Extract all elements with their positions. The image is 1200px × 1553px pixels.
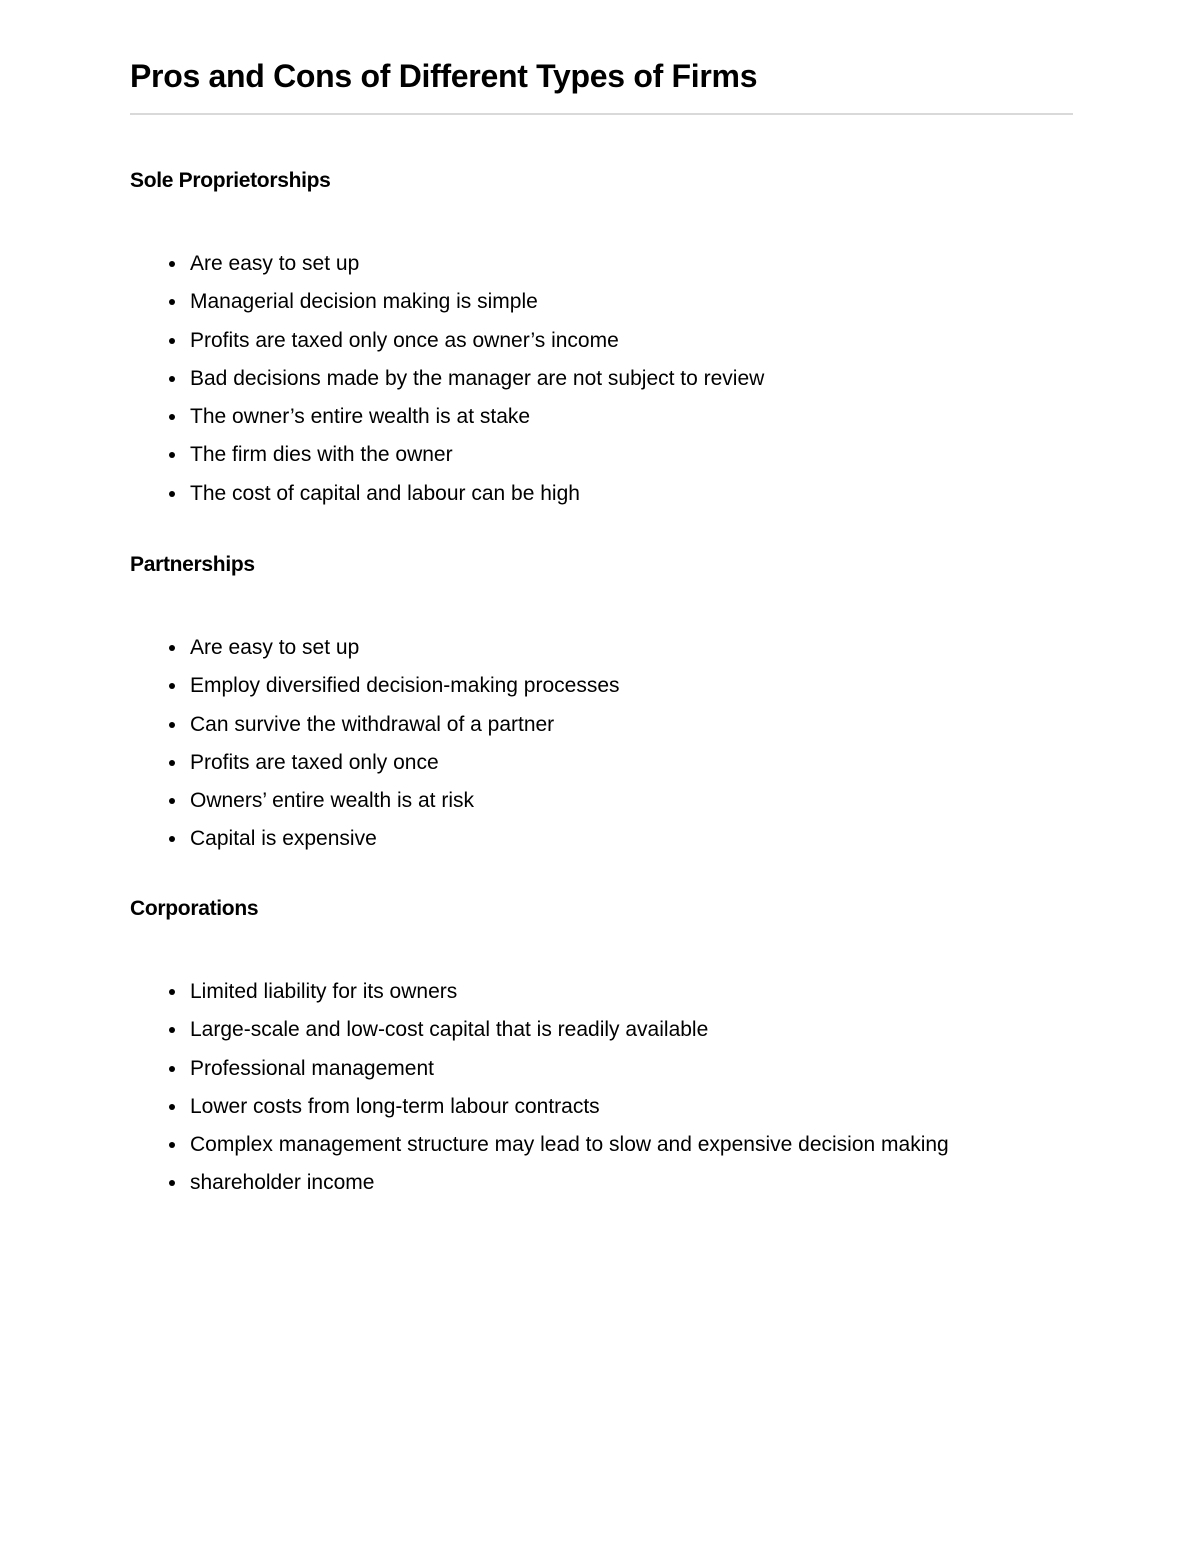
list-item: Lower costs from long-term labour contracts (130, 1088, 1073, 1126)
list-item: Profits are taxed only once as owner’s income (130, 322, 1073, 360)
list-item: Managerial decision making is simple (130, 283, 1073, 321)
section-partnerships (130, 551, 1073, 859)
bullet-list (130, 973, 1073, 1203)
list-item: The cost of capital and labour can be high (130, 475, 1073, 513)
list-item: Are easy to set up (130, 629, 1073, 667)
list-item: Employ diversified decision-making processes (130, 667, 1073, 705)
title-divider (130, 113, 1073, 115)
list-item: Are easy to set up (130, 245, 1073, 283)
section-heading: Corporations (130, 897, 259, 920)
section-heading: Sole Proprietorships (130, 169, 331, 192)
section-heading: Partnerships (130, 553, 255, 576)
list-item: Large-scale and low-cost capital that is readily available (130, 1011, 1073, 1049)
list-item: Limited liability for its owners (130, 973, 1073, 1011)
list-item: The owner’s entire wealth is at stake (130, 398, 1073, 436)
list-item: Professional management (130, 1050, 1073, 1088)
section-corporations (130, 895, 1073, 1203)
list-item: Can survive the withdrawal of a partner (130, 706, 1073, 744)
bullet-list (130, 629, 1073, 859)
list-item: Owners’ entire wealth is at risk (130, 782, 1073, 820)
list-item: Bad decisions made by the manager are not subject to review (130, 360, 1073, 398)
list-item: Profits are taxed only once (130, 744, 1073, 782)
bullet-list (130, 245, 1073, 513)
list-item: The firm dies with the owner (130, 436, 1073, 474)
list-item: shareholder income (130, 1164, 1073, 1202)
section-sole-proprietorships (130, 167, 1073, 513)
list-item: Capital is expensive (130, 820, 1073, 858)
list-item: Complex management structure may lead to slow and expensive decision making (130, 1126, 1073, 1164)
page-title: Pros and Cons of Different Types of Firms (130, 58, 758, 94)
